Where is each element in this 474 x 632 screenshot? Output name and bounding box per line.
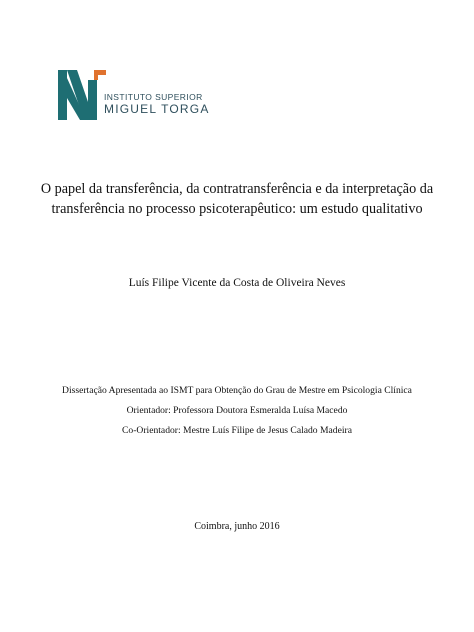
title-line-2: transferência no processo psicoterapêutico: um estudo qualitativo	[51, 201, 423, 217]
title-line-1: O papel da transferência, da contratransferência e da interpretação da	[40, 181, 434, 197]
co-advisor-line: Co-Orientador: Mestre Luís Filipe de Jesus Calado Madeira	[122, 425, 352, 436]
logo-line-1: INSTITUTO SUPERIOR	[104, 92, 203, 102]
ismt-logo	[58, 70, 210, 120]
logo-line-2: MIGUEL TORGA	[104, 102, 210, 116]
dissertation-statement: Dissertação Apresentada ao ISMT para Obtenção do Grau de Mestre em Psicologia Clínica	[62, 385, 412, 396]
ismt-logo-mark-icon	[58, 70, 108, 120]
author-name: Luís Filipe Vicente da Costa de Oliveira Neves	[128, 277, 346, 289]
document-title	[30, 179, 444, 219]
place-date: Coimbra, junho 2016	[194, 521, 280, 532]
advisor-line: Orientador: Professora Doutora Esmeralda Luísa Macedo	[126, 405, 348, 416]
